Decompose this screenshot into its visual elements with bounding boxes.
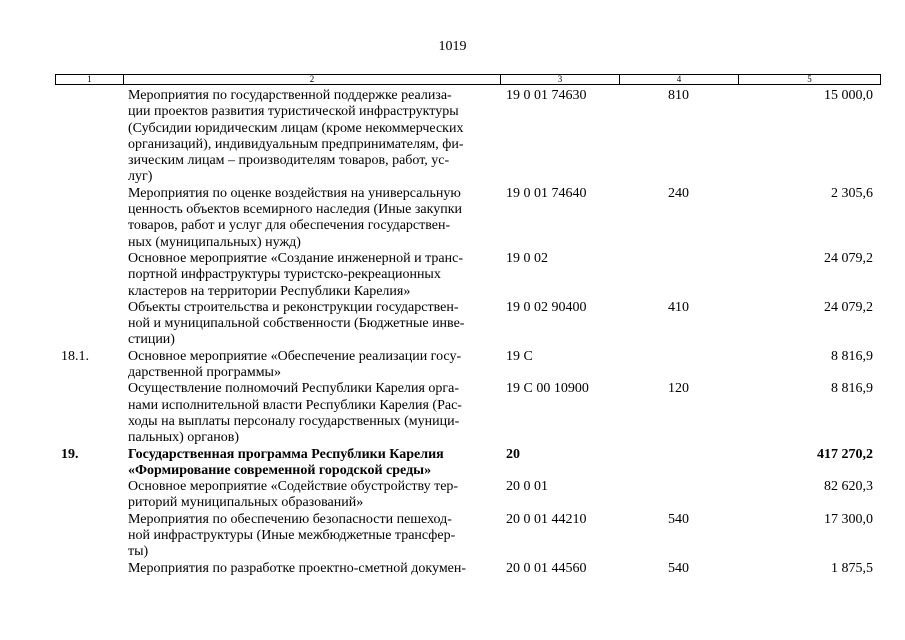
column-header-3: 3	[501, 75, 620, 84]
row-description	[123, 88, 500, 186]
row-number	[55, 381, 123, 446]
description-line: организаций), индивидуальным предпринимателям, фи-	[128, 136, 464, 152]
row-number: 19.	[61, 446, 79, 462]
row-expense-type	[619, 349, 738, 382]
description-line: ты)	[128, 544, 149, 560]
description-line: Основное мероприятие «Обеспечение реализации госу-	[128, 348, 462, 364]
row-code: 20 0 01 44560	[506, 560, 587, 576]
table-row	[55, 88, 881, 186]
description-line: Государственная программа Республики Карелия	[128, 446, 444, 462]
description-line: луг)	[128, 169, 153, 185]
row-amount: 82 620,3	[824, 479, 873, 495]
description-line: Мероприятия по государственной поддержке реализа-	[128, 88, 452, 103]
description-line: «Формирование современной городской среды»	[128, 462, 432, 478]
row-number	[55, 186, 123, 251]
row-expense-type	[619, 447, 738, 480]
description-line: Осуществление полномочий Республики Карелия орга-	[128, 381, 460, 397]
table-row	[55, 479, 881, 512]
row-description	[123, 561, 500, 577]
row-code: 19 С	[506, 348, 533, 364]
column-header-2: 2	[124, 75, 501, 84]
row-description	[123, 186, 500, 251]
row-expense-type	[619, 251, 738, 300]
description-line: Основное мероприятие «Содействие обустройству тер-	[128, 479, 459, 495]
description-line: ходы на выплаты персоналу государственных (муници-	[128, 413, 460, 429]
description-line: Объекты строительства и реконструкции государствен-	[128, 299, 459, 315]
table-body	[55, 88, 881, 577]
description-line: пальных) органов)	[128, 430, 239, 446]
row-description	[123, 381, 500, 446]
column-header-5: 5	[807, 74, 812, 84]
description-line: зическим лицам – производителям товаров, работ, ус-	[128, 153, 450, 169]
row-number	[55, 561, 123, 577]
table-row	[55, 349, 881, 382]
row-code: 19 0 01 74640	[506, 185, 587, 201]
description-line: дарственной программы»	[128, 365, 281, 381]
row-code: 19 0 02	[506, 250, 548, 266]
description-line: товаров, работ и услуг для обеспечения государствен-	[128, 218, 451, 234]
row-code: 19 0 01 74630	[506, 88, 587, 103]
row-number: 18.1.	[61, 348, 89, 364]
row-number	[55, 300, 123, 349]
row-number	[55, 88, 123, 186]
table-row	[55, 447, 881, 480]
row-description	[123, 447, 500, 480]
description-line: Мероприятия по оценке воздействия на универсальную	[128, 185, 461, 201]
description-line: Мероприятия по обеспечению безопасности пешеход-	[128, 511, 452, 527]
table-row	[55, 561, 881, 577]
row-code: 20 0 01 44210	[506, 511, 587, 527]
row-expense-type: 240	[668, 185, 689, 201]
table-row	[55, 186, 881, 251]
description-line: нами исполнительной власти Республики Карелия (Рас-	[128, 397, 462, 413]
column-header-4: 4	[620, 75, 739, 84]
row-expense-type: 540	[668, 511, 689, 527]
row-number	[55, 479, 123, 512]
description-line: ценность объектов всемирного наследия (Иные закупки	[128, 202, 463, 218]
page-number: 1019	[438, 39, 467, 54]
description-line: ной инфраструктуры (Иные межбюджетные трансфер-	[128, 528, 456, 544]
row-number	[55, 512, 123, 561]
table-row	[55, 251, 881, 300]
description-line: стиции)	[128, 332, 175, 348]
table-row	[55, 512, 881, 561]
description-line: ной и муниципальной собственности (Бюджетные инве-	[128, 316, 465, 332]
row-expense-type	[619, 479, 738, 512]
row-amount: 8 816,9	[831, 381, 873, 397]
row-expense-type: 540	[668, 560, 689, 576]
row-description	[123, 251, 500, 300]
row-expense-type: 120	[668, 381, 689, 397]
row-amount: 24 079,2	[824, 250, 873, 266]
description-line: Основное мероприятие «Создание инженерной и транс-	[128, 250, 464, 266]
row-code: 19 С 00 10900	[506, 381, 589, 397]
row-amount: 1 875,5	[831, 560, 873, 576]
row-amount: 417 270,2	[817, 446, 873, 462]
description-line: кластеров на территории Республики Карелия»	[128, 283, 411, 299]
row-code: 20 0 01	[506, 479, 548, 495]
description-line: ных (муниципальных) нужд)	[128, 234, 301, 250]
description-line: ции проектов развития туристической инфраструктуры	[128, 104, 459, 120]
row-number	[55, 251, 123, 300]
row-description	[123, 479, 500, 512]
row-description	[123, 512, 500, 561]
description-line: портной инфраструктуры туристско-рекреационных	[128, 267, 441, 283]
row-amount: 17 300,0	[824, 511, 873, 527]
row-amount: 15 000,0	[824, 88, 873, 103]
row-amount: 8 816,9	[831, 348, 873, 364]
row-expense-type: 410	[668, 299, 689, 315]
row-amount: 2 305,6	[831, 185, 873, 201]
table-row	[55, 381, 881, 446]
description-line: Мероприятия по разработке проектно-сметной докумен-	[128, 560, 467, 576]
table-row	[55, 300, 881, 349]
table-header	[55, 74, 881, 85]
row-code: 19 0 02 90400	[506, 299, 587, 315]
description-line: (Субсидии юридическим лицам (кроме некоммерческих	[128, 120, 464, 136]
description-line: риторий муниципальных образований»	[128, 495, 364, 511]
row-description	[123, 349, 500, 382]
row-expense-type: 810	[668, 88, 689, 103]
row-code: 20	[506, 446, 520, 462]
column-header-1: 1	[56, 75, 124, 84]
row-description	[123, 300, 500, 349]
row-amount: 24 079,2	[824, 299, 873, 315]
